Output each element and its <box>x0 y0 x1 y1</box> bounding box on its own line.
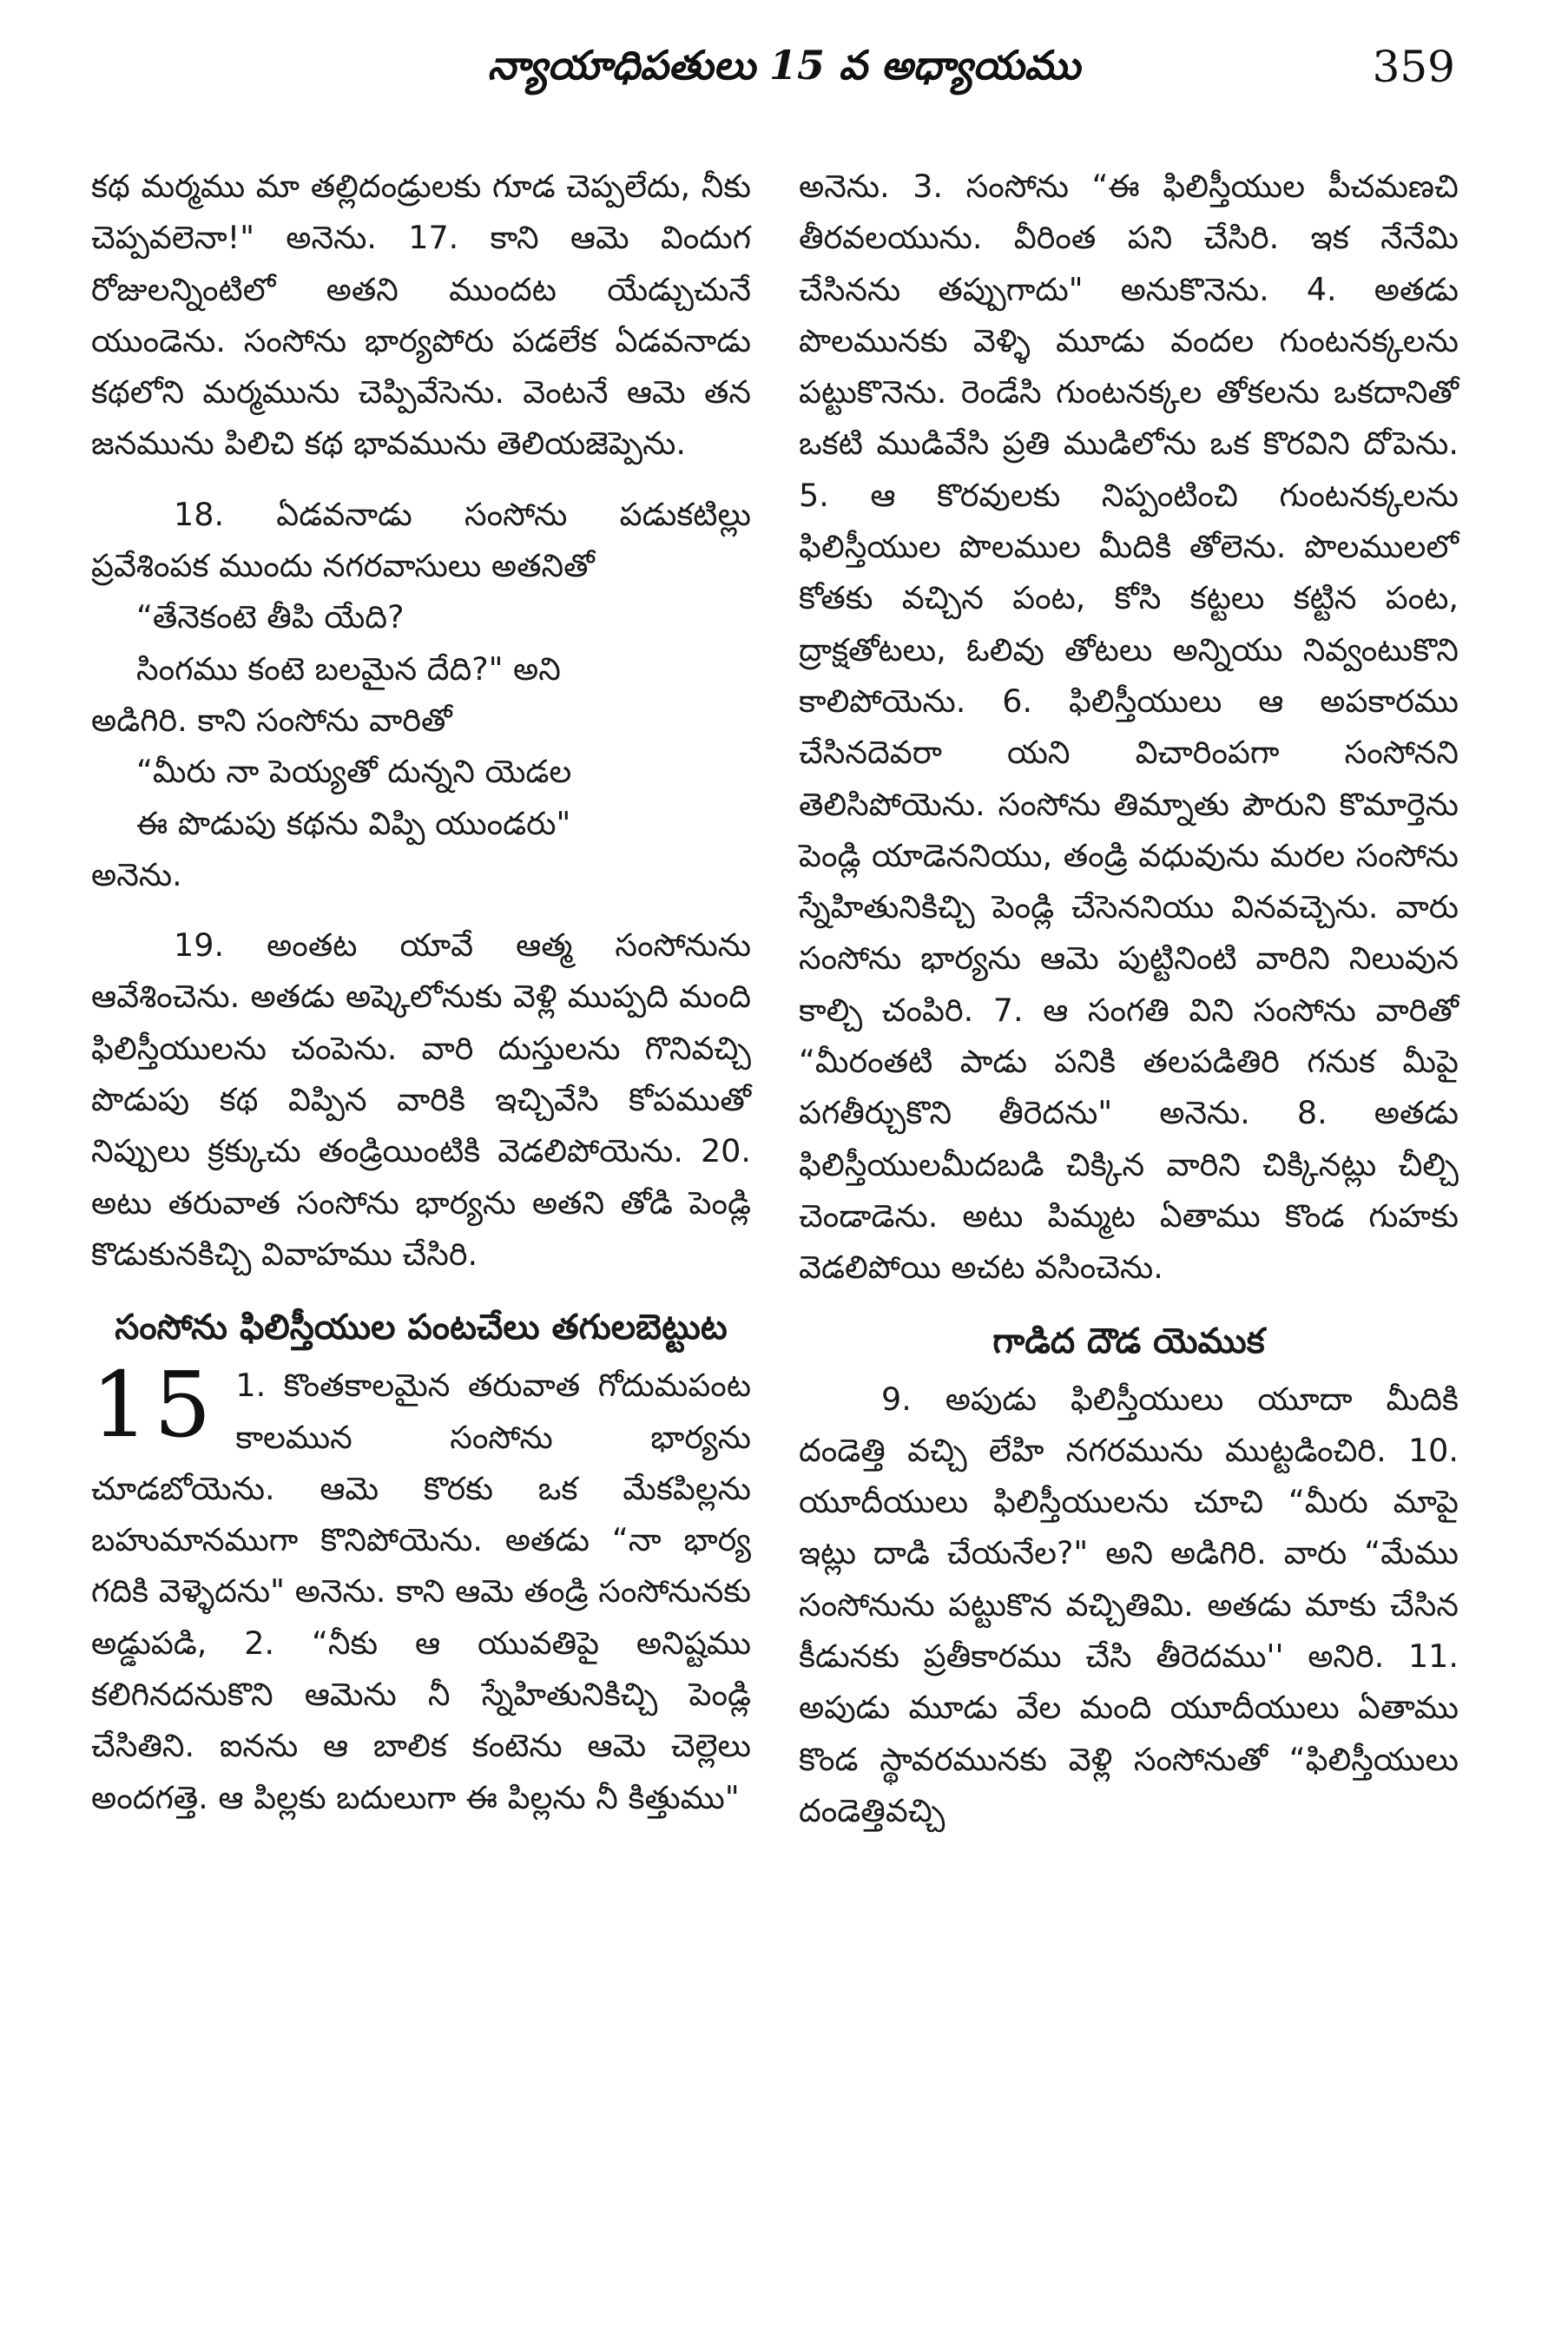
left-column <box>91 161 751 1823</box>
paragraph: అడిగిరి. కాని సంసోను వారితో <box>91 701 452 739</box>
poetry-line: “మీరు నా పెయ్యతో దున్నని యెడల <box>136 753 572 791</box>
poetry-line: “తేనెకంటె తీపి యేది? <box>136 598 405 636</box>
paragraph: అనెను. 3. సంసోను “ఈ ఫిలిస్తీయుల పీచమణచి తీరవలయును. వీరింత పని చేసిరి. ఇక నేనేమి చేసినను తప్పుగాదు" అనుకొనెను. 4. అతడు పొలమునకు వెళ్ళి మూడు వందల గుంటనక్కలను పట్టుకొనెను. రెండేసి గుంటనక్కల తోకలను ఒకదానితో ఒకటి ముడివేసి ప్రతి ముడిలోను ఒక కొరవిని దోపెను. 5. ఆ కొరవులకు నిప్పంటించి గుంటనక్కలను ఫిలిస్తీయుల పొలముల మీదికి తోలెను. పొలములలో కోతకు వచ్చిన పంట, కోసి కట్టలు కట్టిన పంట, ద్రాక్షతోటలు, ఓలివు తోటలు అన్నియు నివ్వంటుకొని కాలిపోయెను. 6. ఫిలిస్తీయులు ఆ అపకారము చేసినదెవరా యని విచారింపగా సంసోనని తెలిసిపోయెను. సంసోను తిమ్నాతు పౌరుని కొమార్తెను పెండ్లి యాడెననియు, తండ్రి వధువును మరల సంసోను స్నేహితునికిచ్చి పెండ్లి చేసెననియు వినవచ్చెను. వారు సంసోను భార్యను ఆమె పుట్టినింటి వారిని నిలువున కాల్చి చంపిరి. 7. ఆ సంగతి విని సంసోను వారితో “మీరంతటి పాడు పనికి తలపడితిరి గనుక మీపై పగతీర్చుకొని తీరెదను" అనెను. 8. అతడు ఫిలిస్తీయులమీదబడి చిక్కిన వారిని చిక్కినట్లు చీల్చి చెండాడెను. అటు పిమ్మట ఏతాము కొండ గుహకు వెడలిపోయి అచట వసించెను. <box>799 168 1459 1287</box>
running-header <box>0 35 1568 104</box>
chapter-number-dropcap: 15 <box>91 1352 217 1459</box>
poetry-line: సింగము కంటె బలమైన దేది?" అని <box>136 649 561 688</box>
right-column <box>799 161 1459 1836</box>
poetry-line: ఈ పొడుపు కథను విప్పి యుండరు" <box>136 804 571 842</box>
page-number: 359 <box>1372 42 1455 92</box>
paragraph: 1. కొంతకాలమైన తరువాత గోదుమపంట కాలమున సంసోను భార్యను చూడబోయెను. ఆమె కొరకు ఒక మేకపిల్లను బహుమానముగా కొనిపోయెను. అతడు “నా భార్య గదికి వెళ్ళెదను" అనెను. కాని ఆమె తండ్రి సంసోనునకు అడ్డుపడి, 2. “నీకు ఆ యువతిపై అనిష్టము కలిగినదనుకొని ఆమెను నీ స్నేహితునికిచ్చి పెండ్లి చేసితిని. ఐనను ఆ బాలిక కంటెను ఆమె చెల్లెలు అందగత్తె. ఆ పిల్లకు బదులుగా ఈ పిల్లను నీ కిత్తుము" <box>91 1367 751 1816</box>
paragraph: అనెను. <box>91 855 182 893</box>
chapter-start <box>91 1352 751 1823</box>
paragraph: 19. అంతట యావే ఆత్మ సంసోనును ఆవేశించెను. అతడు అష్కెలోనుకు వెళ్లి ముప్పది మంది ఫిలిస్తీయులను చంపెను. వారి దుస్తులను గొనివచ్చి పొడుపు కథ విప్పిన వారికి ఇచ్చివేసి కోపముతో నిప్పులు క్రక్కుచు తండ్రియింటికి వెడలిపోయెను. 20. అటు తరువాత సంసోను భార్యను అతని తోడి పెండ్లి కొడుకునకిచ్చి వివాహము చేసిరి. <box>91 926 751 1273</box>
paragraph: 9. అపుడు ఫిలిస్తీయులు యూదా మీదికి దండెత్తి వచ్చి లేహి నగరమును ముట్టడించిరి. 10. యూదీయులు ఫిలిస్తీయులను చూచి “మీరు మాపై ఇట్లు దాడి చేయనేల?" అని అడిగిరి. వారు “మేము సంసోనును పట్టుకొన వచ్చితిమి. అతడు మాకు చేసిన కీడునకు ప్రతీకారము చేసి తీరెదము'' అనిరి. 11. అపుడు మూడు వేల మంది యూదీయులు ఏతాము కొండ స్థావరమునకు వెళ్లి సంసోనుతో “ఫిలిస్తీయులు దండెత్తివచ్చి <box>799 1380 1459 1829</box>
chapter-title: న్యాయాధిపతులు 15 వ అధ్యాయము <box>487 42 1081 89</box>
section-heading: గాడిద దౌడ యెముక <box>992 1321 1265 1361</box>
section-heading: సంసోను ఫిలిస్తీయుల పంటచేలు తగులబెట్టుట <box>115 1308 728 1348</box>
paragraph: 18. ఏడవనాడు సంసోను పడుకటిల్లు ప్రవేశింపక ముందు నగరవాసులు అతనితో <box>91 495 751 585</box>
paragraph: కథ మర్మము మా తల్లిదండ్రులకు గూడ చెప్పలేదు, నీకు చెప్పవలెనా!" అనెను. 17. కాని ఆమె విందుగ రోజులన్నింటిలో అతని ముందట యేడ్చుచునే యుండెను. సంసోను భార్యపోరు పడలేక ఏడవనాడు కథలోని మర్మమును చెప్పివేసెను. వెంటనే ఆమె తన జనమును పిలిచి కథ భావమును తెలియజెప్పెను. <box>91 168 751 463</box>
